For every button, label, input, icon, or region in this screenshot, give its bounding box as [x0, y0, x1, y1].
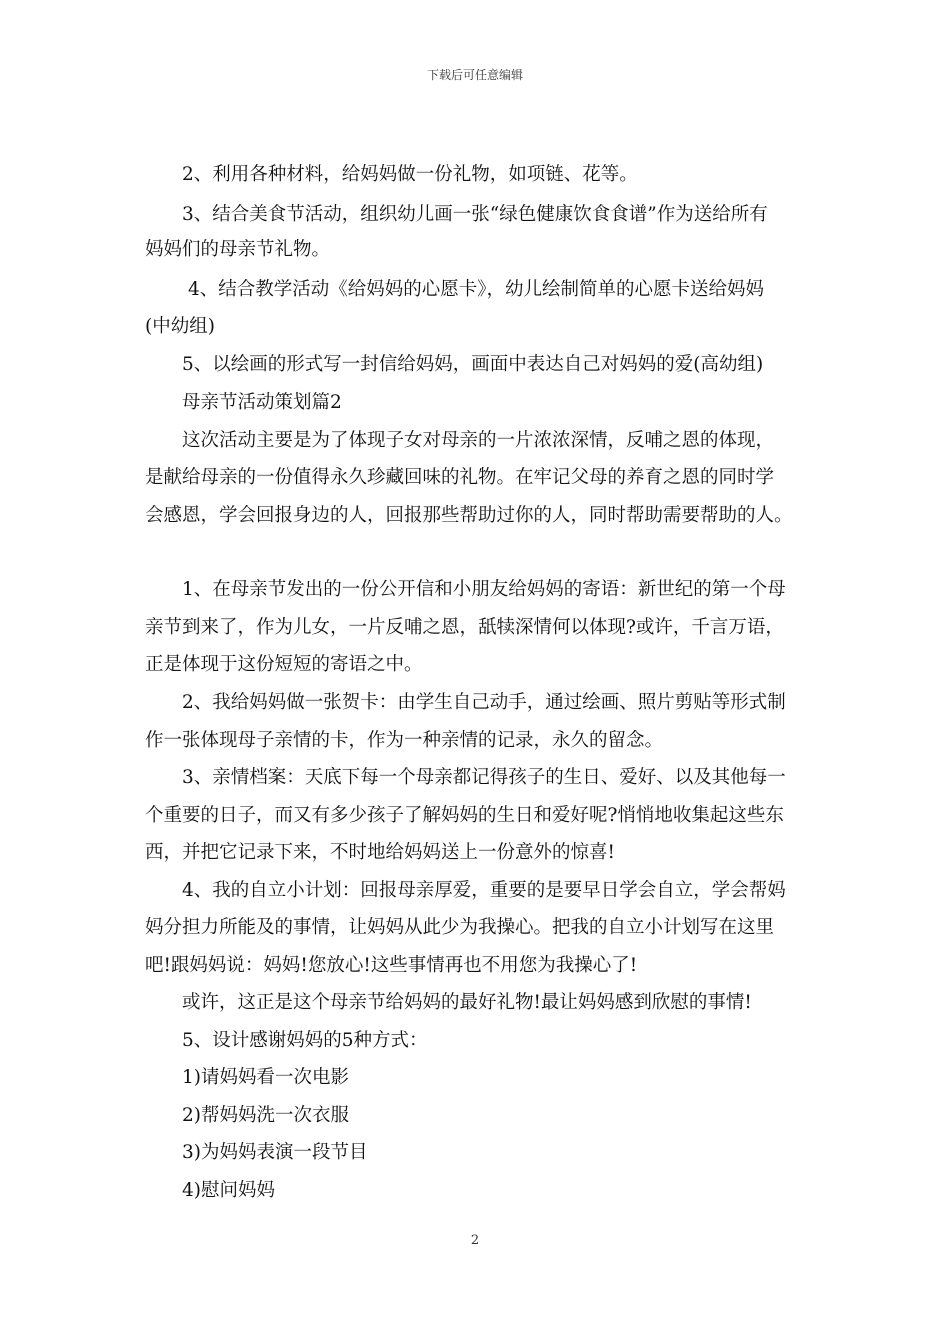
body-line: 西，并把它记录下来，不时地给妈妈送上一份意外的惊喜!	[145, 842, 615, 863]
body-line: 是献给母亲的一份值得永久珍藏回味的礼物。在牢记父母的养育之恩的同时学	[145, 467, 775, 488]
body-line: 正是体现于这份短短的寄语之中。	[145, 654, 423, 675]
body-line: 2、我给妈妈做一张贺卡：由学生自己动手，通过绘画、照片剪贴等形式制	[182, 692, 786, 713]
section-title: 母亲节活动策划篇2	[182, 392, 342, 413]
body-line: 亲节到来了，作为儿女，一片反哺之恩，舐犊深情何以体现?或许，千言万语，	[145, 617, 784, 638]
list-item: 4)慰问妈妈	[182, 1180, 275, 1201]
body-line: 5、设计感谢妈妈的5种方式：	[182, 1030, 428, 1051]
body-line: 2、利用各种材料，给妈妈做一份礼物，如项链、花等。	[182, 164, 638, 185]
body-line: 作一张体现母子亲情的卡，作为一种亲情的记录，永久的留念。	[145, 730, 664, 751]
body-line: 妈分担力所能及的事情，让妈妈从此少为我操心。把我的自立小计划写在这里	[145, 917, 775, 938]
body-line: 会感恩，学会回报身边的人，回报那些帮助过你的人，同时帮助需要帮助的人。	[145, 505, 793, 526]
list-item: 3)为妈妈表演一段节目	[182, 1142, 368, 1163]
body-line: 3、亲情档案：天底下每一个母亲都记得孩子的生日、爱好、以及其他每一	[182, 767, 786, 788]
body-line: 4、我的自立小计划：回报母亲厚爱，重要的是要早日学会自立，学会帮妈	[182, 880, 786, 901]
body-line: (中幼组)	[145, 316, 215, 337]
page-header: 下载后可任意编辑	[426, 68, 523, 82]
body-line: 吧!跟妈妈说：妈妈!您放心!这些事情再也不用您为我操心了!	[145, 955, 638, 976]
body-line: 妈妈们的母亲节礼物。	[145, 239, 331, 260]
page-number: 2	[470, 1233, 480, 1248]
body-line: 这次活动主要是为了体现子女对母亲的一片浓浓深情，反哺之恩的体现，	[182, 430, 775, 451]
body-line: 1、在母亲节发出的一份公开信和小朋友给妈妈的寄语：新世纪的第一个母	[182, 579, 786, 600]
list-item: 2)帮妈妈洗一次衣服	[182, 1105, 349, 1126]
body-line: 3、结合美食节活动，组织幼儿画一张“绿色健康饮食食谱”作为送给所有	[182, 204, 768, 225]
body-line: 4、结合教学活动《给妈妈的心愿卡》，幼儿绘制简单的心愿卡送给妈妈	[188, 279, 765, 300]
body-line: 5、以绘画的形式写一封信给妈妈，画面中表达自己对妈妈的爱(高幼组)	[182, 354, 764, 375]
list-item: 1)请妈妈看一次电影	[182, 1067, 349, 1088]
body-line: 或许，这正是这个母亲节给妈妈的最好礼物!最让妈妈感到欣慰的事情!	[182, 992, 752, 1013]
body-line: 个重要的日子，而又有多少孩子了解妈妈的生日和爱好呢?悄悄地收集起这些东	[145, 805, 784, 826]
